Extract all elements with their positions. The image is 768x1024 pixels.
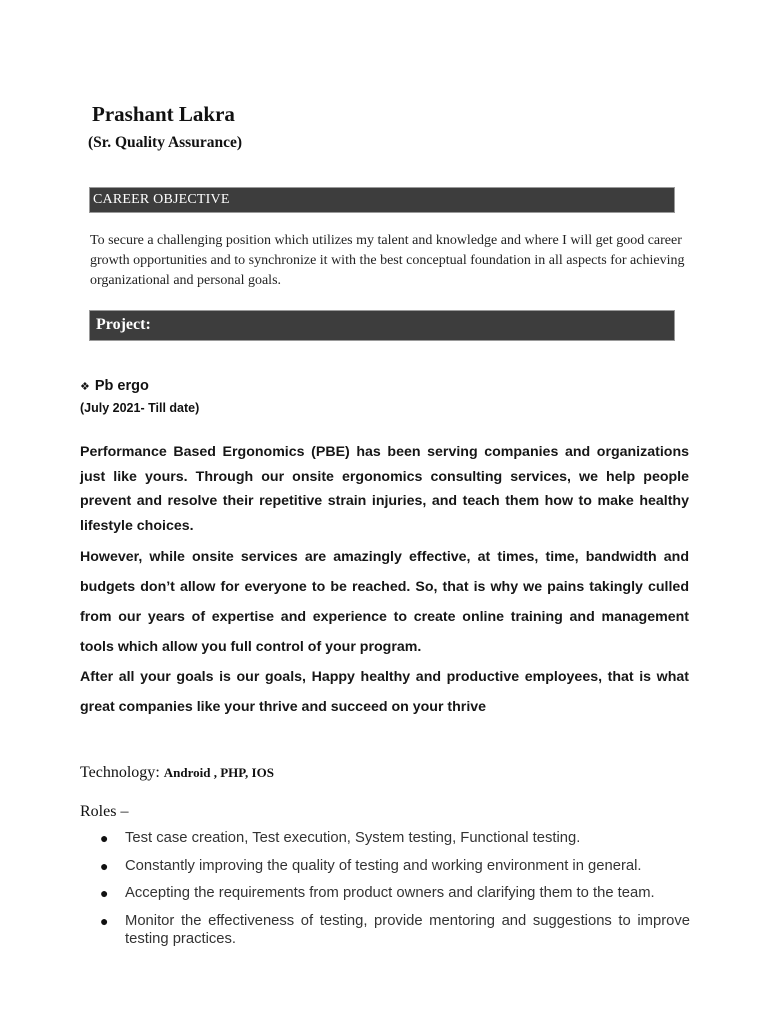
section-heading-career-objective: CAREER OBJECTIVE (89, 187, 675, 213)
project-name (80, 378, 149, 394)
technology-values: Android , PHP, IOS (163, 765, 274, 780)
project-dates: (July 2021- Till date) (80, 401, 200, 415)
roles-list (80, 829, 690, 958)
bullet-icon: ● (100, 885, 109, 901)
job-title: (Sr. Quality Assurance) (88, 134, 243, 151)
project-description-paragraph: Performance Based Ergonomics (PBE) has been serving companies and organizations just like yours. Through our onsite ergonomics consulting services, we help people prevent and resolve their repetitive strain injuries, and teach them how to make healthy lifestyle choices. (80, 444, 689, 534)
technology-separator: : (155, 764, 164, 781)
role-text: Monitor the effectiveness of testing, provide mentoring and suggestions to improve testing practices. (125, 912, 690, 947)
technology-label: Technology (80, 764, 156, 781)
role-text: Accepting the requirements from product owners and clarifying them to the team. (125, 885, 655, 901)
roles-label: Roles – (80, 803, 129, 820)
project-name-text: Pb ergo (94, 378, 149, 394)
section-heading-project: Project: (89, 310, 675, 341)
diamond-bullet-icon: ❖ (80, 381, 90, 393)
list-item (80, 912, 690, 949)
project-description-paragraph: However, while onsite services are amazingly effective, at times, time, bandwidth and budgets don’t allow for everyone to be reached. So, that is why we pains takingly culled from our years of expertise and experience to create online training and management tools which allow you full control of your program. (80, 549, 689, 655)
candidate-name: Prashant Lakra (92, 102, 235, 126)
role-text: Test case creation, Test execution, System testing, Functional testing. (125, 830, 581, 846)
list-item (80, 884, 690, 903)
list-item (80, 857, 690, 876)
project-description-paragraph: After all your goals is our goals, Happy healthy and productive employees, that is what great companies like your thrive and succeed on your thrive (80, 669, 689, 715)
bullet-icon: ● (100, 912, 109, 929)
technology-line (80, 764, 274, 782)
list-item (80, 829, 690, 848)
role-text: Constantly improving the quality of testing and working environment in general. (125, 857, 642, 874)
bullet-icon: ● (100, 857, 109, 874)
career-objective-text: To secure a challenging position which utilizes my talent and knowledge and where I will get good career growth opportunities and to synchronize it with the best conceptual foundation in all aspects for achieving organizational and personal goals. (90, 233, 685, 288)
bullet-icon: ● (100, 830, 109, 846)
